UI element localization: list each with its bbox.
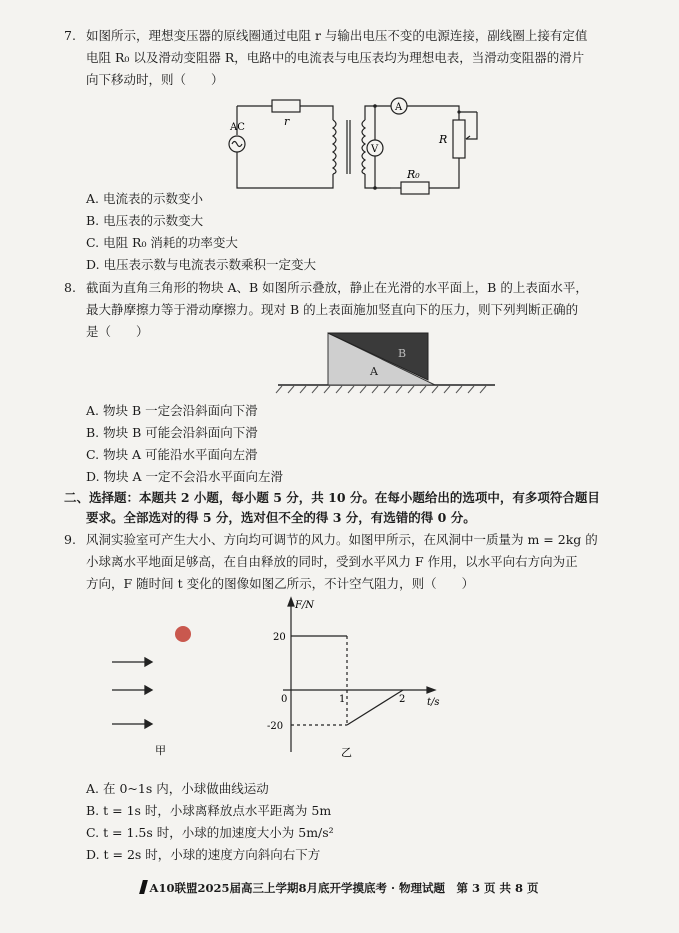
voltmeter-icon: V [371,144,379,155]
q9-number: 9. [64,532,76,547]
q8-option-a: A. 物块 B 一定会沿斜面向下滑 [86,403,258,418]
q7-number: 7. [64,28,76,43]
figure-jia-label: 甲 [155,744,166,757]
q9-figure-yi-graph [265,592,445,762]
q7-option-b: B. 电压表的示数变大 [86,213,204,228]
q7-stem-line3: 向下移动时，则（ ） [86,72,224,87]
q8-number: 8. [64,280,76,295]
q8-blocks-figure [270,325,510,397]
graph-x-axis-label: t/s [427,697,440,708]
q9-stem-line1: 风洞实验室可产生大小、方向均可调节的风力。如图甲所示，在风洞中一质量为 m = 2kg 的 [86,532,598,547]
section2-heading-line1: 二、选择题：本题共 2 小题，每小题 5 分，共 10 分。在每小题给出的选项中，有多项符合题目 [64,490,600,505]
q7-option-a: A. 电流表的示数变小 [86,191,203,206]
q9-option-a: A. 在 0~1s 内，小球做曲线运动 [86,781,269,796]
section2-heading-line2: 要求。全部选对的得 5 分，选对但不全的得 3 分，有选错的得 0 分。 [86,510,476,525]
q7-option-c: C. 电阻 R₀ 消耗的功率变大 [86,235,238,250]
q8-stem-line3: 是（ ） [86,324,149,339]
graph-tick-1: 1 [339,694,346,705]
q7-stem-line1: 如图所示，理想变压器的原线圈通过电阻 r 与输出电压不变的电源连接，副线圈上接有定值 [86,28,588,43]
q8-stem-line2: 最大静摩擦力等于滑动摩擦力。现对 B 的上表面施加竖直向下的压力，则下列判断正确的 [86,302,579,317]
graph-tick-20: 20 [273,632,286,643]
label-block-b: B [398,347,407,360]
q7-stem-line2: 电阻 R₀ 以及滑动变阻器 R，电路中的电流表与电压表均为理想电表，当滑动变阻器的滑片 [86,50,585,65]
graph-tick-2: 2 [399,694,406,705]
q9-stem-line2: 小球离水平地面足够高，在自由释放的同时，受到水平风力 F 作用，以水平向右方向为正 [86,554,578,569]
q9-stem-line3: 方向，F 随时间 t 变化的图像如图乙所示，不计空气阻力，则（ ） [86,576,475,591]
publisher-logo-icon [139,880,148,894]
ball-icon [175,626,191,642]
q8-option-b: B. 物块 B 可能会沿斜面向下滑 [86,425,258,440]
page-footer [0,880,679,896]
figure-yi-label: 乙 [341,746,352,759]
label-R: R [439,133,448,146]
q9-option-b: B. t = 1s 时，小球离释放点水平距离为 5m [86,803,332,818]
label-block-a: A [370,365,378,378]
q9-option-d: D. t = 2s 时，小球的速度方向斜向右下方 [86,847,321,862]
graph-tick-neg20: -20 [267,721,284,732]
label-ac: AC [230,122,245,133]
graph-tick-origin: 0 [281,694,288,705]
q8-option-d: D. 物块 A 一定不会沿水平面向左滑 [86,469,283,484]
label-R0: R₀ [407,168,420,181]
q7-option-d: D. 电压表示数与电流表示数乘积一定变大 [86,257,317,272]
q8-stem-line1: 截面为直角三角形的物块 A、B 如图所示叠放，静止在光滑的水平面上，B 的上表面水平， [86,280,588,295]
ammeter-icon: A [395,102,403,113]
q9-option-c: C. t = 1.5s 时，小球的加速度大小为 5m/s² [86,825,334,840]
graph-y-axis-label: F/N [295,600,315,611]
q8-option-c: C. 物块 A 可能沿水平面向左滑 [86,447,258,462]
label-r: r [284,115,290,128]
footer-text: A10联盟2025届高三上学期8月底开学摸底考 · 物理试题 第 3 页 共 8 页 [149,881,539,895]
q9-figure-jia [100,610,230,760]
q7-circuit-diagram [225,90,495,200]
